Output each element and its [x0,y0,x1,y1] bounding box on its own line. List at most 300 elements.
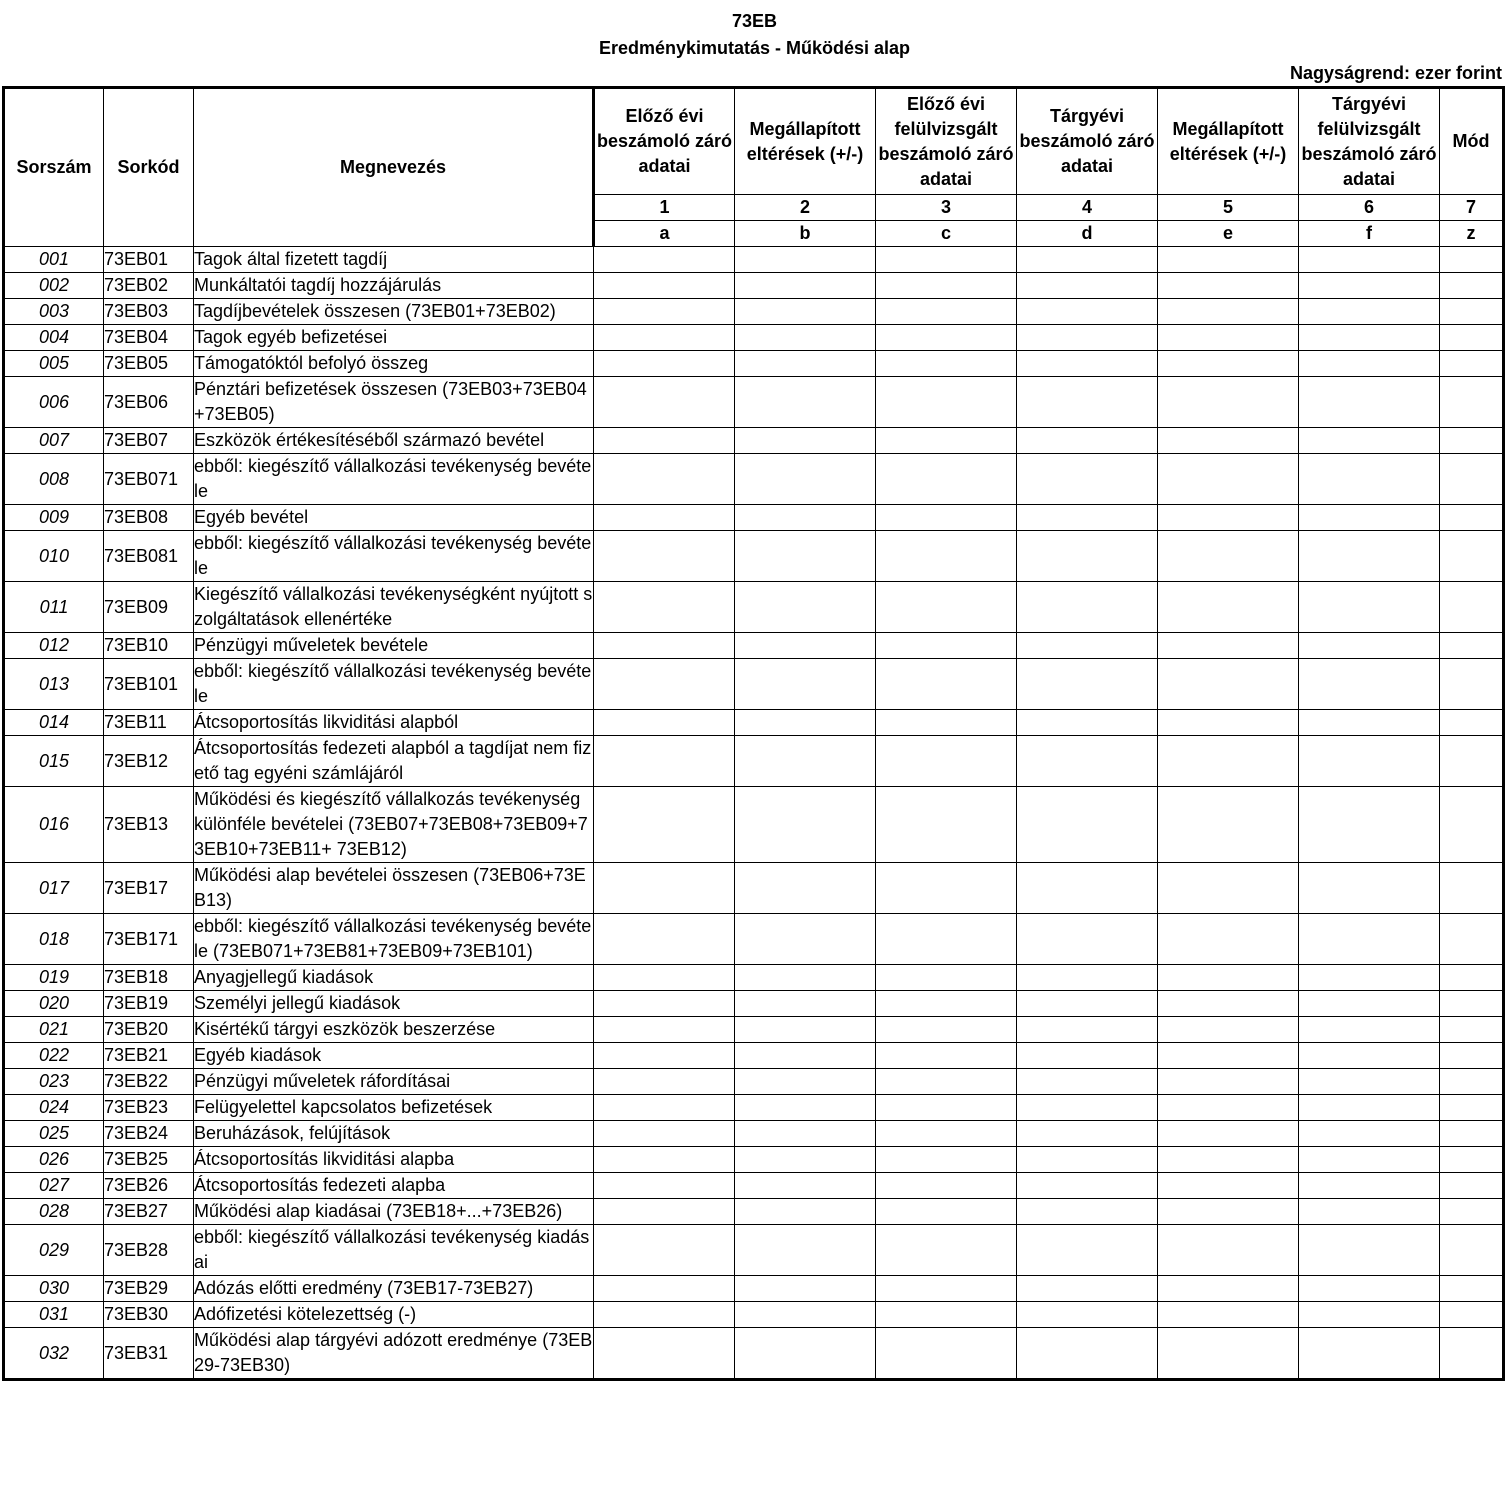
row-sorszam: 022 [4,1043,104,1069]
data-cell-1[interactable] [594,1095,735,1121]
data-cell-3[interactable] [876,659,1017,710]
data-cell-4[interactable] [1017,1328,1158,1380]
data-cell-7[interactable] [1440,428,1504,454]
data-cell-6[interactable] [1299,1225,1440,1276]
data-cell-1[interactable] [594,377,735,428]
row-megnevezes: Működési és kiegészítő vállalkozás tevékenység különféle bevételei (73EB07+73EB08+73EB09+73EB10+73EB11+ 73EB12) [194,787,594,863]
table-row [4,428,1504,454]
data-cell-6[interactable] [1299,710,1440,736]
data-cell-1[interactable] [594,1276,735,1302]
row-megnevezes: Egyéb kiadások [194,1043,594,1069]
data-cell-6[interactable] [1299,1121,1440,1147]
data-cell-4[interactable] [1017,863,1158,914]
data-cell-5[interactable] [1158,351,1299,377]
data-cell-4[interactable] [1017,710,1158,736]
data-cell-5[interactable] [1158,1328,1299,1380]
data-cell-2[interactable] [735,428,876,454]
data-cell-4[interactable] [1017,1017,1158,1043]
data-cell-7[interactable] [1440,1147,1504,1173]
table-row [4,247,1504,273]
data-cell-3[interactable] [876,633,1017,659]
data-cell-1[interactable] [594,863,735,914]
data-cell-4[interactable] [1017,377,1158,428]
data-cell-3[interactable] [876,1276,1017,1302]
data-cell-5[interactable] [1158,1069,1299,1095]
row-megnevezes: ebből: kiegészítő vállalkozási tevékenység kiadásai [194,1225,594,1276]
data-cell-1[interactable] [594,1199,735,1225]
row-sorszam: 003 [4,299,104,325]
data-cell-7[interactable] [1440,1276,1504,1302]
data-cell-3[interactable] [876,351,1017,377]
row-sorkod: 73EB29 [104,1276,194,1302]
row-megnevezes: Működési alap tárgyévi adózott eredménye (73EB29-73EB30) [194,1328,594,1380]
data-cell-4[interactable] [1017,299,1158,325]
data-cell-5[interactable] [1158,633,1299,659]
data-cell-5[interactable] [1158,736,1299,787]
row-megnevezes: Működési alap kiadásai (73EB18+...+73EB26) [194,1199,594,1225]
row-megnevezes: Adózás előtti eredmény (73EB17-73EB27) [194,1276,594,1302]
row-megnevezes: Kiegészítő vállalkozási tevékenységként nyújtott szolgáltatások ellenértéke [194,582,594,633]
data-cell-6[interactable] [1299,582,1440,633]
data-cell-1[interactable] [594,273,735,299]
data-cell-2[interactable] [735,1043,876,1069]
data-cell-5[interactable] [1158,325,1299,351]
row-sorkod: 73EB06 [104,377,194,428]
data-cell-5[interactable] [1158,863,1299,914]
row-sorszam: 031 [4,1302,104,1328]
data-cell-2[interactable] [735,325,876,351]
row-sorszam: 010 [4,531,104,582]
data-cell-7[interactable] [1440,1328,1504,1380]
data-cell-3[interactable] [876,710,1017,736]
table-row [4,965,1504,991]
data-cell-2[interactable] [735,377,876,428]
data-cell-5[interactable] [1158,710,1299,736]
data-cell-1[interactable] [594,1173,735,1199]
row-sorszam: 024 [4,1095,104,1121]
data-cell-5[interactable] [1158,1121,1299,1147]
data-cell-1[interactable] [594,965,735,991]
data-cell-2[interactable] [735,965,876,991]
data-cell-3[interactable] [876,914,1017,965]
data-cell-6[interactable] [1299,273,1440,299]
data-cell-4[interactable] [1017,914,1158,965]
data-cell-2[interactable] [735,1173,876,1199]
data-cell-1[interactable] [594,454,735,505]
data-cell-1[interactable] [594,914,735,965]
row-sorszam: 029 [4,1225,104,1276]
data-cell-6[interactable] [1299,377,1440,428]
data-cell-7[interactable] [1440,1173,1504,1199]
data-cell-3[interactable] [876,1069,1017,1095]
data-cell-3[interactable] [876,1199,1017,1225]
data-cell-6[interactable] [1299,1173,1440,1199]
data-cell-7[interactable] [1440,1225,1504,1276]
data-cell-5[interactable] [1158,991,1299,1017]
data-cell-2[interactable] [735,736,876,787]
data-cell-1[interactable] [594,1147,735,1173]
data-cell-5[interactable] [1158,299,1299,325]
data-cell-3[interactable] [876,1328,1017,1380]
row-megnevezes: Beruházások, felújítások [194,1121,594,1147]
data-cell-6[interactable] [1299,1095,1440,1121]
table-row [4,659,1504,710]
data-cell-3[interactable] [876,299,1017,325]
row-sorkod: 73EB04 [104,325,194,351]
data-cell-4[interactable] [1017,965,1158,991]
data-cell-5[interactable] [1158,1199,1299,1225]
data-cell-2[interactable] [735,247,876,273]
data-cell-3[interactable] [876,531,1017,582]
col-letter-a: a [594,221,735,247]
data-cell-3[interactable] [876,325,1017,351]
row-sorkod: 73EB24 [104,1121,194,1147]
row-sorkod: 73EB22 [104,1069,194,1095]
row-sorkod: 73EB09 [104,582,194,633]
table-row [4,710,1504,736]
data-cell-7[interactable] [1440,710,1504,736]
data-cell-4[interactable] [1017,1043,1158,1069]
report-table [2,86,1505,1381]
data-cell-5[interactable] [1158,1302,1299,1328]
data-cell-6[interactable] [1299,531,1440,582]
data-cell-6[interactable] [1299,299,1440,325]
col-letter-b: b [735,221,876,247]
data-cell-2[interactable] [735,454,876,505]
data-cell-7[interactable] [1440,1069,1504,1095]
data-cell-4[interactable] [1017,582,1158,633]
data-cell-2[interactable] [735,1017,876,1043]
row-megnevezes: ebből: kiegészítő vállalkozási tevékenység bevétele [194,659,594,710]
data-cell-6[interactable] [1299,787,1440,863]
data-cell-6[interactable] [1299,1276,1440,1302]
col-letter-d: d [1017,221,1158,247]
data-cell-4[interactable] [1017,325,1158,351]
data-cell-7[interactable] [1440,299,1504,325]
data-cell-7[interactable] [1440,582,1504,633]
data-cell-5[interactable] [1158,914,1299,965]
data-cell-2[interactable] [735,1095,876,1121]
data-cell-6[interactable] [1299,736,1440,787]
data-cell-2[interactable] [735,633,876,659]
data-cell-6[interactable] [1299,351,1440,377]
data-cell-1[interactable] [594,582,735,633]
data-cell-2[interactable] [735,1328,876,1380]
data-cell-6[interactable] [1299,659,1440,710]
data-cell-2[interactable] [735,863,876,914]
data-cell-4[interactable] [1017,736,1158,787]
row-megnevezes: Átcsoportosítás likviditási alapból [194,710,594,736]
data-cell-1[interactable] [594,325,735,351]
data-cell-3[interactable] [876,1043,1017,1069]
data-cell-3[interactable] [876,787,1017,863]
table-row [4,736,1504,787]
data-cell-4[interactable] [1017,787,1158,863]
row-sorkod: 73EB13 [104,787,194,863]
row-megnevezes: Működési alap bevételei összesen (73EB06+73EB13) [194,863,594,914]
data-cell-3[interactable] [876,863,1017,914]
data-cell-4[interactable] [1017,1173,1158,1199]
data-cell-2[interactable] [735,1276,876,1302]
data-cell-7[interactable] [1440,454,1504,505]
data-cell-3[interactable] [876,736,1017,787]
table-row [4,863,1504,914]
row-sorkod: 73EB081 [104,531,194,582]
data-cell-5[interactable] [1158,505,1299,531]
row-sorszam: 032 [4,1328,104,1380]
data-cell-4[interactable] [1017,1276,1158,1302]
data-cell-5[interactable] [1158,454,1299,505]
data-cell-6[interactable] [1299,454,1440,505]
form-title: Eredménykimutatás - Működési alap [598,38,911,58]
data-cell-3[interactable] [876,505,1017,531]
data-cell-3[interactable] [876,965,1017,991]
data-cell-3[interactable] [876,1302,1017,1328]
data-cell-2[interactable] [735,991,876,1017]
data-cell-4[interactable] [1017,531,1158,582]
data-cell-2[interactable] [735,914,876,965]
row-megnevezes: Anyagjellegű kiadások [194,965,594,991]
row-sorszam: 028 [4,1199,104,1225]
data-cell-2[interactable] [735,1302,876,1328]
data-cell-5[interactable] [1158,1225,1299,1276]
row-sorszam: 009 [4,505,104,531]
row-megnevezes: Felügyelettel kapcsolatos befizetések [194,1095,594,1121]
data-cell-6[interactable] [1299,863,1440,914]
data-cell-2[interactable] [735,1225,876,1276]
row-sorkod: 73EB01 [104,247,194,273]
data-cell-7[interactable] [1440,736,1504,787]
data-cell-1[interactable] [594,351,735,377]
data-cell-7[interactable] [1440,1302,1504,1328]
data-cell-6[interactable] [1299,505,1440,531]
data-cell-6[interactable] [1299,1199,1440,1225]
data-cell-4[interactable] [1017,428,1158,454]
table-row [4,914,1504,965]
data-cell-5[interactable] [1158,1276,1299,1302]
row-sorkod: 73EB31 [104,1328,194,1380]
data-cell-2[interactable] [735,351,876,377]
data-cell-1[interactable] [594,1043,735,1069]
data-cell-7[interactable] [1440,1043,1504,1069]
col-num-6: 6 [1299,195,1440,221]
col-header-sorszam: Sorszám [4,88,104,247]
data-cell-3[interactable] [876,991,1017,1017]
row-sorkod: 73EB19 [104,991,194,1017]
data-cell-7[interactable] [1440,505,1504,531]
data-cell-7[interactable] [1440,914,1504,965]
data-cell-7[interactable] [1440,787,1504,863]
data-cell-6[interactable] [1299,1017,1440,1043]
data-cell-7[interactable] [1440,965,1504,991]
data-cell-2[interactable] [735,299,876,325]
data-cell-6[interactable] [1299,1069,1440,1095]
row-megnevezes: Kisértékű tárgyi eszközök beszerzése [194,1017,594,1043]
data-cell-6[interactable] [1299,1043,1440,1069]
row-megnevezes: ebből: kiegészítő vállalkozási tevékenység bevétele [194,454,594,505]
row-megnevezes: Pénzügyi műveletek ráfordításai [194,1069,594,1095]
row-megnevezes: Eszközök értékesítéséből származó bevétel [194,428,594,454]
row-megnevezes: Tagok egyéb befizetései [194,325,594,351]
data-cell-1[interactable] [594,787,735,863]
data-cell-5[interactable] [1158,1095,1299,1121]
row-sorkod: 73EB03 [104,299,194,325]
data-cell-6[interactable] [1299,1147,1440,1173]
table-row [4,377,1504,428]
data-cell-2[interactable] [735,531,876,582]
data-cell-6[interactable] [1299,965,1440,991]
data-cell-2[interactable] [735,582,876,633]
data-cell-1[interactable] [594,428,735,454]
data-cell-2[interactable] [735,505,876,531]
data-cell-3[interactable] [876,1121,1017,1147]
data-cell-6[interactable] [1299,914,1440,965]
data-cell-4[interactable] [1017,1199,1158,1225]
row-sorkod: 73EB25 [104,1147,194,1173]
data-cell-2[interactable] [735,1069,876,1095]
data-cell-2[interactable] [735,273,876,299]
row-sorszam: 020 [4,991,104,1017]
data-cell-4[interactable] [1017,247,1158,273]
data-cell-7[interactable] [1440,659,1504,710]
data-cell-1[interactable] [594,659,735,710]
data-cell-4[interactable] [1017,991,1158,1017]
data-cell-5[interactable] [1158,531,1299,582]
data-cell-4[interactable] [1017,351,1158,377]
data-cell-2[interactable] [735,1121,876,1147]
data-cell-7[interactable] [1440,1199,1504,1225]
data-cell-4[interactable] [1017,1302,1158,1328]
data-cell-5[interactable] [1158,582,1299,633]
data-cell-3[interactable] [876,247,1017,273]
data-cell-7[interactable] [1440,1095,1504,1121]
data-cell-1[interactable] [594,299,735,325]
data-cell-6[interactable] [1299,428,1440,454]
data-cell-7[interactable] [1440,531,1504,582]
row-sorszam: 004 [4,325,104,351]
data-cell-3[interactable] [876,1147,1017,1173]
data-cell-5[interactable] [1158,787,1299,863]
col-header-1: Előző évi beszámoló záró adatai [594,88,735,195]
data-cell-7[interactable] [1440,377,1504,428]
row-sorkod: 73EB02 [104,273,194,299]
table-row [4,1276,1504,1302]
data-cell-1[interactable] [594,505,735,531]
row-sorszam: 025 [4,1121,104,1147]
row-sorkod: 73EB171 [104,914,194,965]
data-cell-1[interactable] [594,1069,735,1095]
data-cell-3[interactable] [876,1225,1017,1276]
col-letter-e: e [1158,221,1299,247]
data-cell-5[interactable] [1158,247,1299,273]
row-megnevezes: Támogatóktól befolyó összeg [194,351,594,377]
data-cell-1[interactable] [594,736,735,787]
data-cell-6[interactable] [1299,991,1440,1017]
data-cell-1[interactable] [594,991,735,1017]
table-row [4,1121,1504,1147]
data-cell-2[interactable] [735,710,876,736]
data-cell-7[interactable] [1440,351,1504,377]
data-cell-5[interactable] [1158,1043,1299,1069]
row-sorszam: 012 [4,633,104,659]
data-cell-2[interactable] [735,1199,876,1225]
data-cell-7[interactable] [1440,991,1504,1017]
table-row [4,505,1504,531]
data-cell-3[interactable] [876,377,1017,428]
data-cell-6[interactable] [1299,1328,1440,1380]
data-cell-4[interactable] [1017,1147,1158,1173]
data-cell-7[interactable] [1440,633,1504,659]
data-cell-7[interactable] [1440,325,1504,351]
row-megnevezes: Tagdíjbevételek összesen (73EB01+73EB02) [194,299,594,325]
data-cell-3[interactable] [876,428,1017,454]
data-cell-7[interactable] [1440,247,1504,273]
data-cell-4[interactable] [1017,659,1158,710]
data-cell-1[interactable] [594,710,735,736]
data-cell-5[interactable] [1158,377,1299,428]
data-cell-5[interactable] [1158,965,1299,991]
data-cell-4[interactable] [1017,454,1158,505]
data-cell-3[interactable] [876,273,1017,299]
row-megnevezes: Adófizetési kötelezettség (-) [194,1302,594,1328]
data-cell-1[interactable] [594,1017,735,1043]
data-cell-1[interactable] [594,1302,735,1328]
data-cell-4[interactable] [1017,505,1158,531]
data-cell-4[interactable] [1017,633,1158,659]
data-cell-1[interactable] [594,1225,735,1276]
data-cell-3[interactable] [876,454,1017,505]
data-cell-1[interactable] [594,1121,735,1147]
data-cell-2[interactable] [735,787,876,863]
data-cell-1[interactable] [594,247,735,273]
data-cell-5[interactable] [1158,1017,1299,1043]
data-cell-7[interactable] [1440,1017,1504,1043]
data-cell-6[interactable] [1299,325,1440,351]
data-cell-5[interactable] [1158,273,1299,299]
row-megnevezes: Átcsoportosítás fedezeti alapból a tagdíjat nem fizető tag egyéni számlájáról [194,736,594,787]
data-cell-7[interactable] [1440,863,1504,914]
data-cell-1[interactable] [594,531,735,582]
data-cell-2[interactable] [735,659,876,710]
col-header-4: Tárgyévi beszámoló záró adatai [1017,88,1158,195]
data-cell-3[interactable] [876,1095,1017,1121]
table-row [4,531,1504,582]
data-cell-7[interactable] [1440,1121,1504,1147]
data-cell-1[interactable] [594,633,735,659]
data-cell-6[interactable] [1299,633,1440,659]
data-cell-6[interactable] [1299,247,1440,273]
data-cell-3[interactable] [876,582,1017,633]
data-cell-5[interactable] [1158,428,1299,454]
data-cell-4[interactable] [1017,1121,1158,1147]
data-cell-7[interactable] [1440,273,1504,299]
data-cell-3[interactable] [876,1173,1017,1199]
table-row [4,633,1504,659]
data-cell-2[interactable] [735,1147,876,1173]
data-cell-4[interactable] [1017,1069,1158,1095]
data-cell-5[interactable] [1158,659,1299,710]
data-cell-5[interactable] [1158,1173,1299,1199]
data-cell-3[interactable] [876,1017,1017,1043]
data-cell-4[interactable] [1017,1095,1158,1121]
data-cell-1[interactable] [594,1328,735,1380]
data-cell-6[interactable] [1299,1302,1440,1328]
row-sorszam: 002 [4,273,104,299]
table-row [4,991,1504,1017]
data-cell-4[interactable] [1017,1225,1158,1276]
data-cell-4[interactable] [1017,273,1158,299]
data-cell-5[interactable] [1158,1147,1299,1173]
